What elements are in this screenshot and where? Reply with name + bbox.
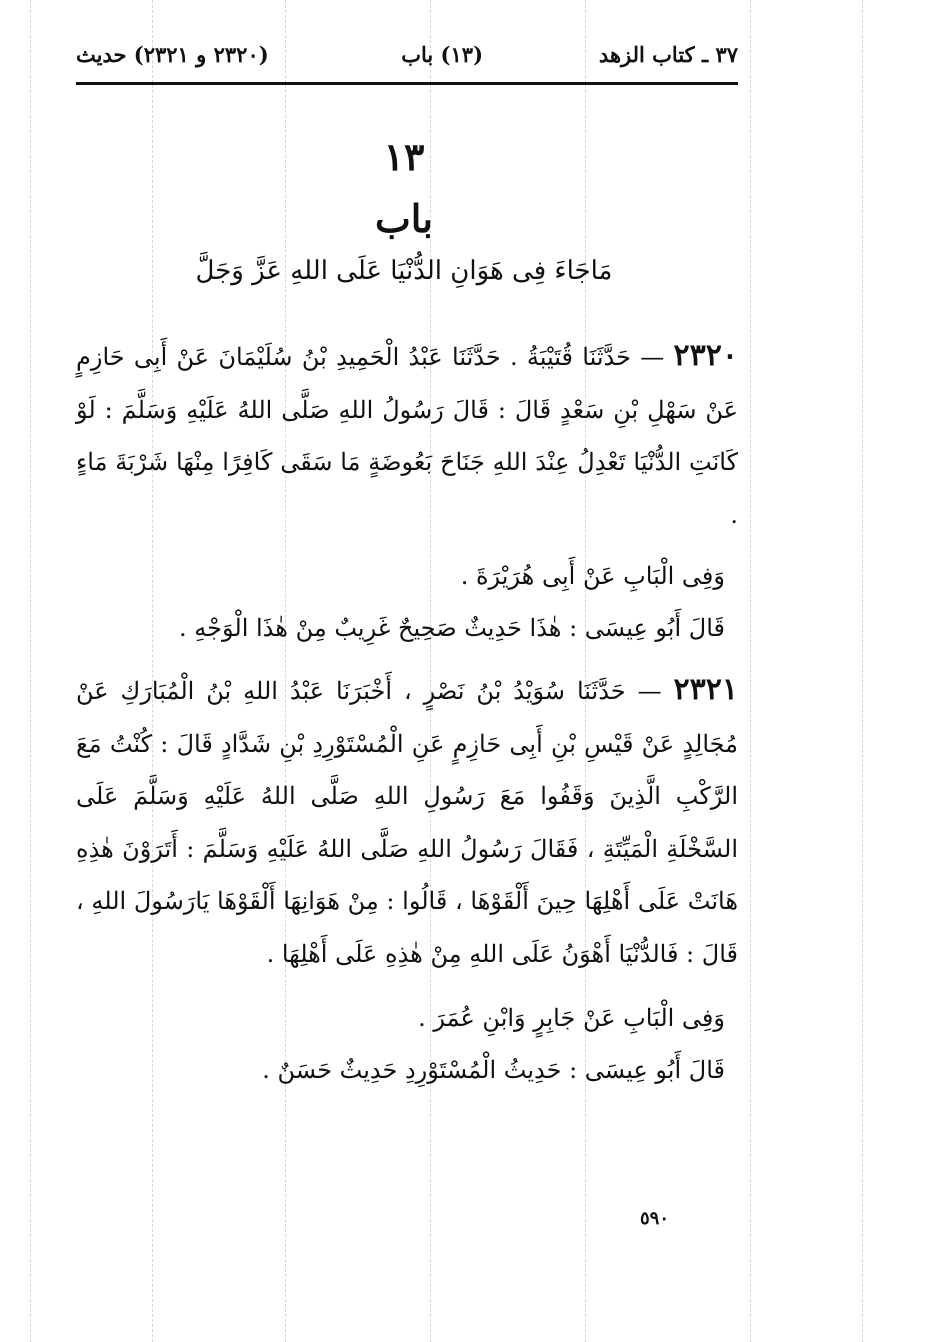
header-book-title: ٣٧ ـ كتاب الزهد: [598, 42, 738, 67]
chapter-word: باب: [375, 196, 433, 241]
chapter-number: ١٣: [383, 134, 425, 179]
chapter-note: وَفِى الْبَابِ عَنْ أَبِى هُرَيْرَةَ .: [460, 562, 725, 590]
hadith-text: — حَدَّثَنَا قُتَيْبَةُ . حَدَّثَنَا عَبْدُ الْحَمِيدِ بْنُ سُلَيْمَانَ عَنْ أَبِى حَازِمٍ عَنْ سَهْلِ بْنِ سَعْدٍ قَالَ : قَالَ رَسُولُ اللهِ صَلَّى اللهُ عَلَيْهِ وَسَلَّمَ : لَوْ كَانَتِ الدُّنْيَا تَعْدِلُ عِنْدَ اللهِ جَنَاحَ بَعُوضَةٍ مَا سَقَى كَافِرًا مِنْهَا شَرْبَةَ مَاءٍ .: [76, 343, 738, 529]
header-rule: [76, 82, 738, 85]
hadith-number: ٢٣٢٠: [673, 338, 738, 373]
page-number: ٥٩٠: [640, 1208, 670, 1229]
guide-line: [862, 0, 863, 1342]
header-chapter: (١٣) باب: [401, 42, 483, 67]
hadith-2321: [76, 664, 738, 980]
hadith-text: — حَدَّثَنَا سُوَيْدُ بْنُ نَصْرٍ ، أَخْبَرَنَا عَبْدُ اللهِ بْنُ الْمُبَارَكِ عَنْ مُجَالِدٍ عَنْ قَيْسِ بْنِ أَبِى حَازِمٍ عَنِ الْمُسْتَوْرِدِ بْنِ شَدَّادٍ قَالَ : كُنْتُ مَعَ الرَّكْبِ الَّذِينَ وَقَفُوا مَعَ رَسُولِ اللهِ صَلَّى اللهُ عَلَيْهِ وَسَلَّمَ عَلَى السَّخْلَةِ الْمَيِّتَةِ ، فَقَالَ رَسُولُ اللهِ صَلَّى اللهُ عَلَيْهِ وَسَلَّمَ : أَتَرَوْنَ هٰذِهِ هَانَتْ عَلَى أَهْلِهَا حِينَ أَلْقَوْهَا ، قَالُوا : مِنْ هَوَانِهَا أَلْقَوْهَا يَارَسُولَ اللهِ ، قَالَ : فَالدُّنْيَا أَهْوَنُ عَلَى اللهِ مِنْ هٰذِهِ عَلَى أَهْلِهَا .: [76, 677, 738, 968]
chapter-title: مَاجَاءَ فِى هَوَانِ الدُّنْيَا عَلَى اللهِ عَزَّ وَجَلَّ: [195, 256, 613, 286]
header-hadith-range: (٢٣٢٠ و ٢٣٢١) حديث: [76, 42, 269, 67]
hadith-number: ٢٣٢١: [673, 672, 738, 707]
grading-note: قَالَ أَبُو عِيسَى : حَدِيثُ الْمُسْتَوْرِدِ حَدِيثٌ حَسَنٌ .: [262, 1056, 725, 1084]
chapter-note: وَفِى الْبَابِ عَنْ جَابِرٍ وَابْنِ عُمَرَ .: [418, 1004, 725, 1032]
running-header: [76, 38, 738, 78]
hadith-2320: [76, 330, 738, 541]
grading-note: قَالَ أَبُو عِيسَى : هٰذَا حَدِيثٌ صَحِيحٌ غَرِيبٌ مِنْ هٰذَا الْوَجْهِ .: [179, 614, 725, 642]
